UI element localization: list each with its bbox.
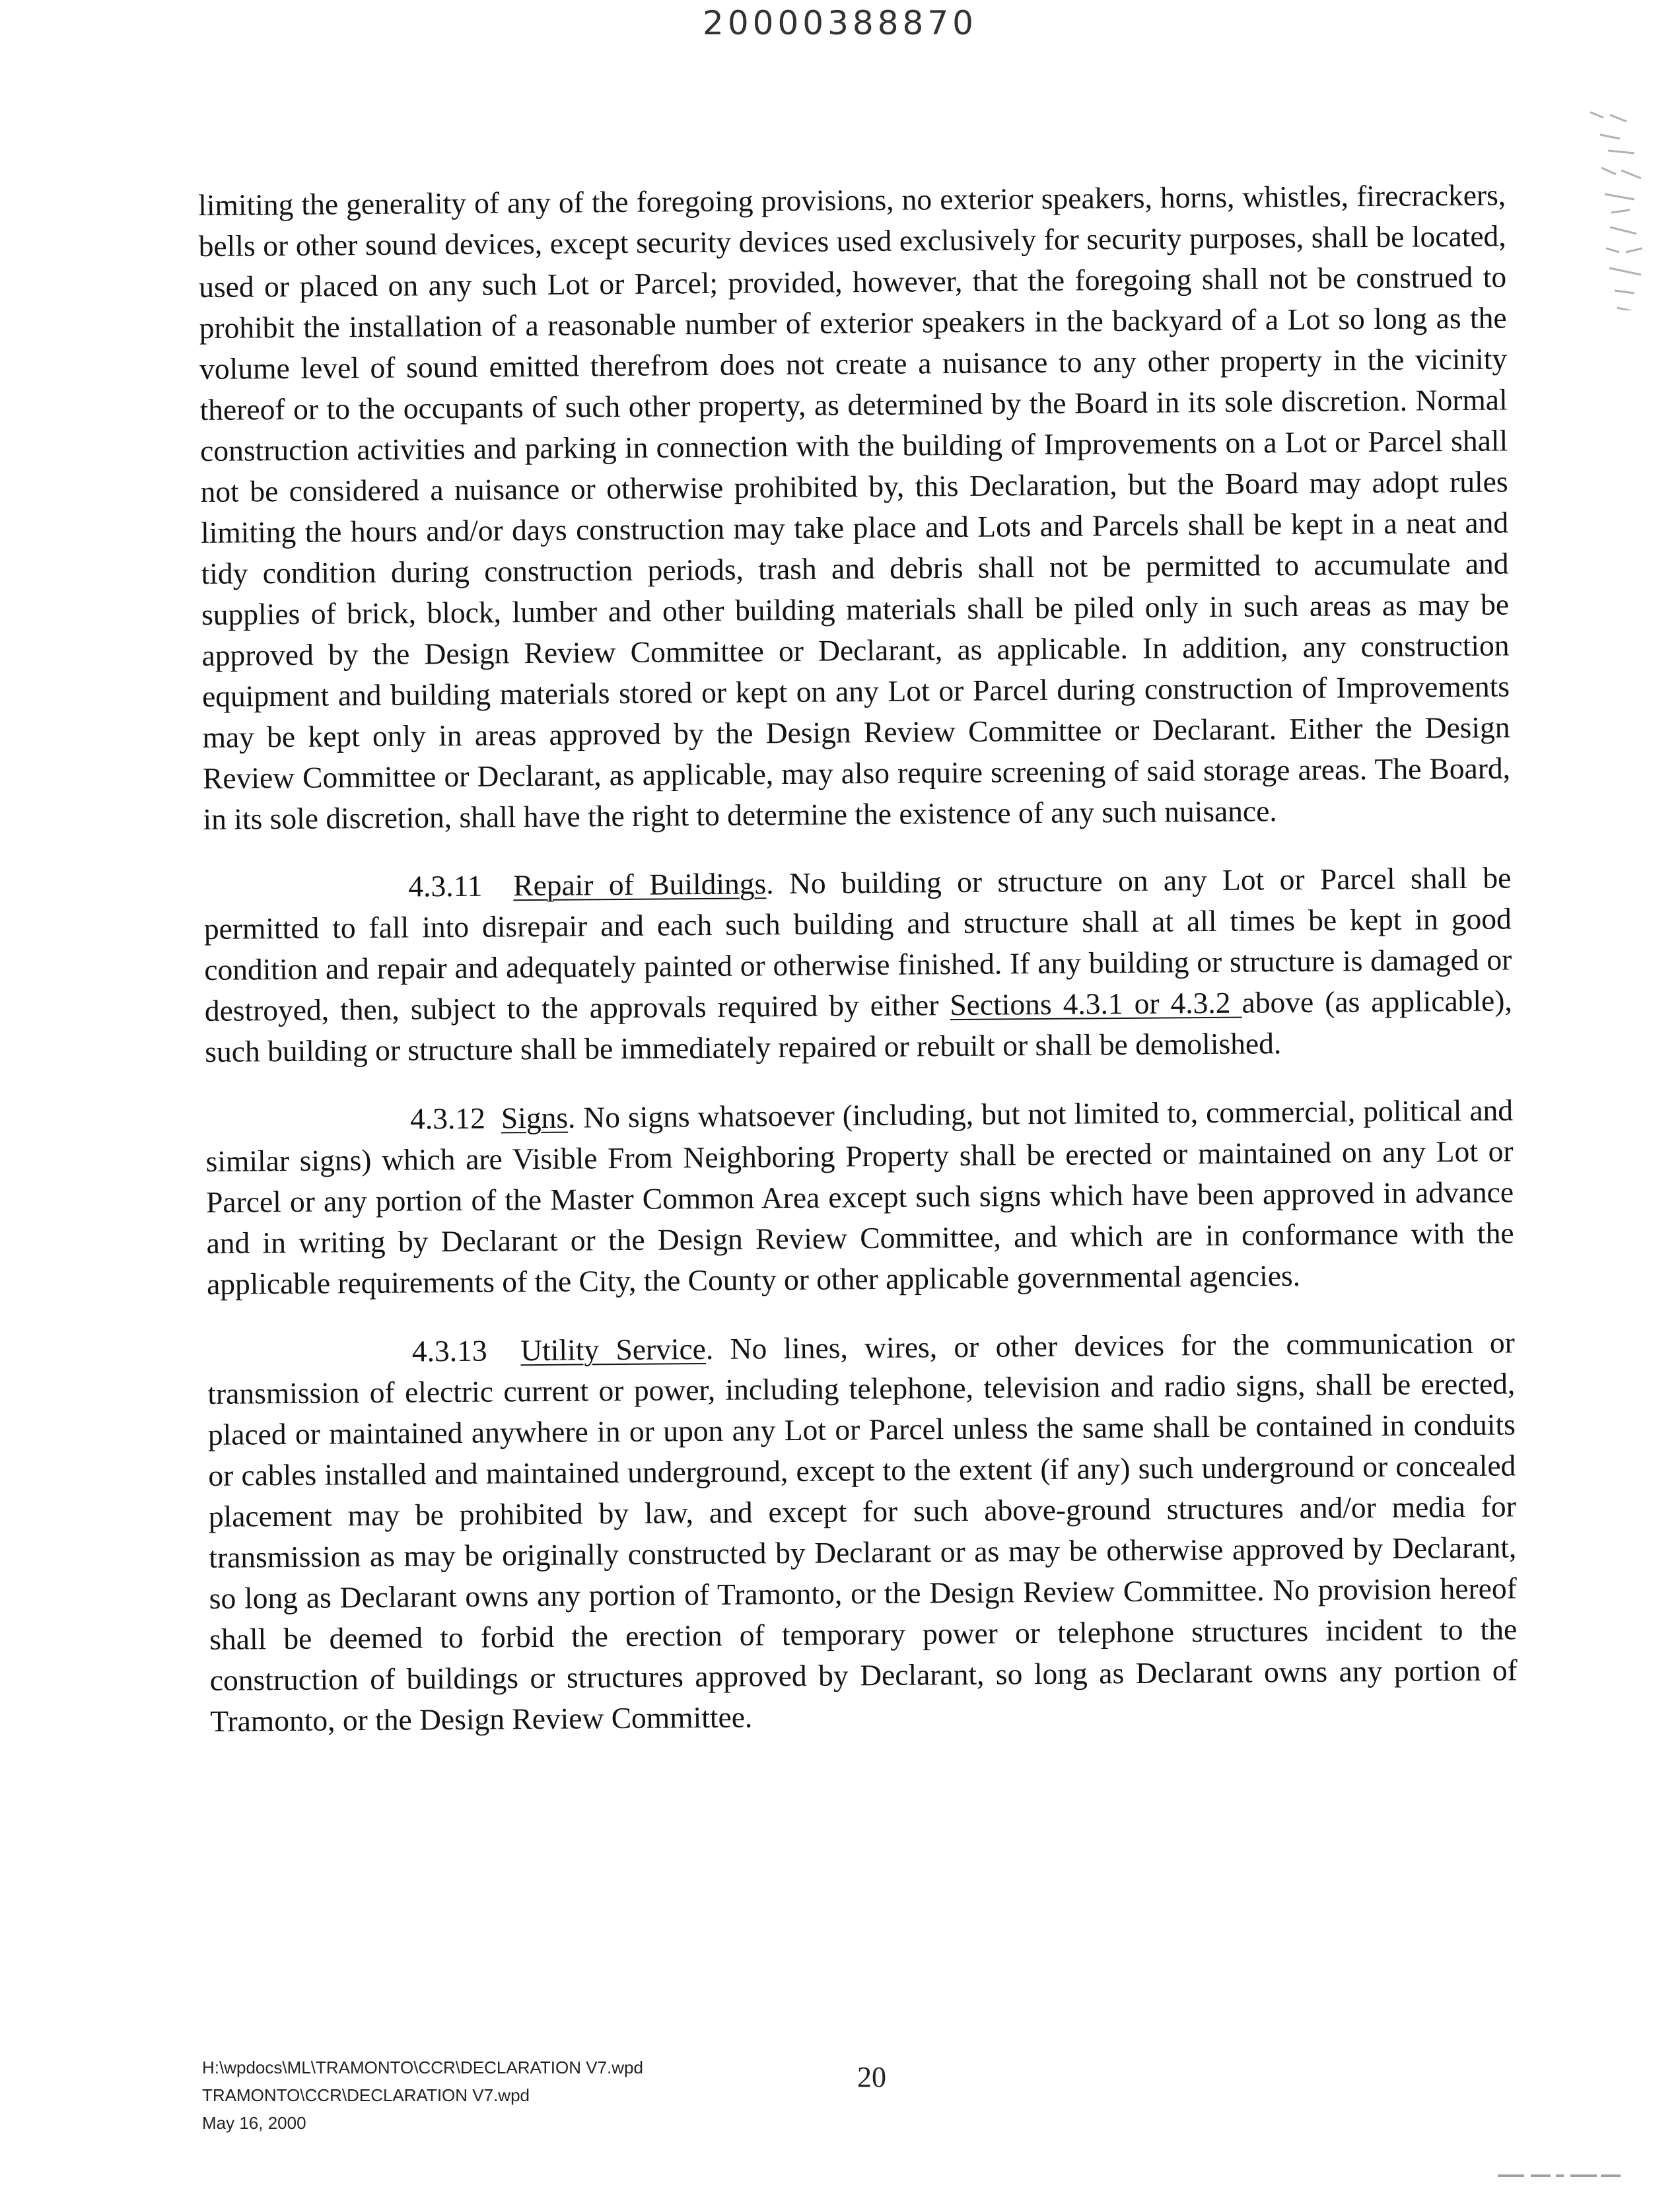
section-4-3-12: [205, 1090, 1514, 1305]
section-4-3-13: [207, 1322, 1518, 1742]
footer-path-2: TRAMONTO\CCR\DECLARATION V7.wpd: [202, 2085, 530, 2105]
document-number: 20000388870: [703, 4, 977, 42]
section-number: 4.3.12: [409, 1101, 486, 1136]
paragraph-nuisance-continuation: limiting the generality of any of the foregoing provisions, no exterior speakers, horns, whistles, firecrackers, bells or other sound devices, except security devices used exclusively for security purposes, shall be located, used or placed on any such Lot or Parcel; provided, however, that the foregoing shall not be construed to prohibit the installation of a reasonable number of exterior speakers in the backyard of a Lot so long as the volume level of sound emitted therefrom does not create a nuisance to any other property in the vicinity thereof or to the occupants of such other property, as determined by the Board in its sole discretion. Normal construction activities and parking in connection with the building of Improvements on a Lot or Parcel shall not be considered a nuisance or otherwise prohibited by, this Declaration, but the Board may adopt rules limiting the hours and/or days construction may take place and Lots and Parcels shall be kept in a neat and tidy condition during construction periods, trash and debris shall not be permitted to accumulate and supplies of brick, block, lumber and other building materials shall be piled only in such areas as may be approved by the Design Review Committee or Declarant, as applicable. In addition, any construction equipment and building materials stored or kept on any Lot or Parcel during construction of Improvements may be kept only in areas approved by the Design Review Committee or Declarant. Either the Design Review Committee or Declarant, as applicable, may also require screening of said storage areas. The Board, in its sole discretion, shall have the right to determine the existence of any such nuisance.: [198, 178, 1511, 836]
section-text: . No lines, wires, or other devices for the communication or transmission of electric current or power, including telephone, television and radio signs, shall be erected, placed or maintained anywhere in or upon any Lot or Parcel unless the same shall be contained in conduits or cables installed and maintained underground, except to the extent (if any) such underground or concealed placement may be prohibited by law, and except for such above-ground structures and/or media for transmission as may be originally constructed by Declarant or as may be otherwise approved by Declarant, so long as Declarant owns any portion of Tramonto, or the Design Review Committee. No provision hereof shall be deemed to forbid the erection of temporary power or telephone structures incident to the construction of buildings or structures approved by Declarant, so long as Declarant owns any portion of Tramonto, or the Design Review Committee.: [207, 1325, 1518, 1738]
section-text: above (as applicable), such building or structure shall be immediately repaired or rebuilt or shall be demolished.: [205, 983, 1512, 1068]
section-number: 4.3.11: [408, 868, 483, 903]
recorder-stamp-mark: [1584, 99, 1643, 310]
section-reference: Sections 4.3.1 or 4.3.2: [950, 985, 1242, 1022]
scan-artifact-mark: [1498, 2172, 1630, 2179]
page-number: 20: [857, 2061, 886, 2093]
section-heading-utility-service: Utility Service: [520, 1332, 707, 1368]
section-text: . No building or structure on any Lot or Parcel shall be permitted to fall into disrepair and each such building and structure shall at all times be kept in good condition and repair and adequately painted or otherwise finished. If any building or structure is damaged or destroyed, then, subject to the approvals required by either: [203, 860, 1512, 1027]
section-4-3-11: [203, 857, 1512, 1072]
footer-path-1: H:\wpdocs\ML\TRAMONTO\CCR\DECLARATION V7.wpd: [202, 2058, 643, 2077]
section-text: . No signs whatsoever (including, but not limited to, commercial, political and similar signs) which are Visible From Neighboring Property shall be erected or maintained on any Lot or Parcel or any portion of the Master Common Area except such signs which have been approved in advance and in writing by Declarant or the Design Review Committee, and which are in conformance with the applicable requirements of the City, the County or other applicable governmental agencies.: [205, 1093, 1514, 1301]
section-heading-signs: Signs: [501, 1100, 569, 1135]
section-number: 4.3.13: [411, 1333, 487, 1368]
footer-date: May 16, 2000: [202, 2113, 306, 2133]
section-heading-repair-of-buildings: Repair of Buildings: [513, 866, 767, 903]
footer-file-info: [202, 2054, 643, 2137]
document-body: [198, 174, 1518, 1769]
